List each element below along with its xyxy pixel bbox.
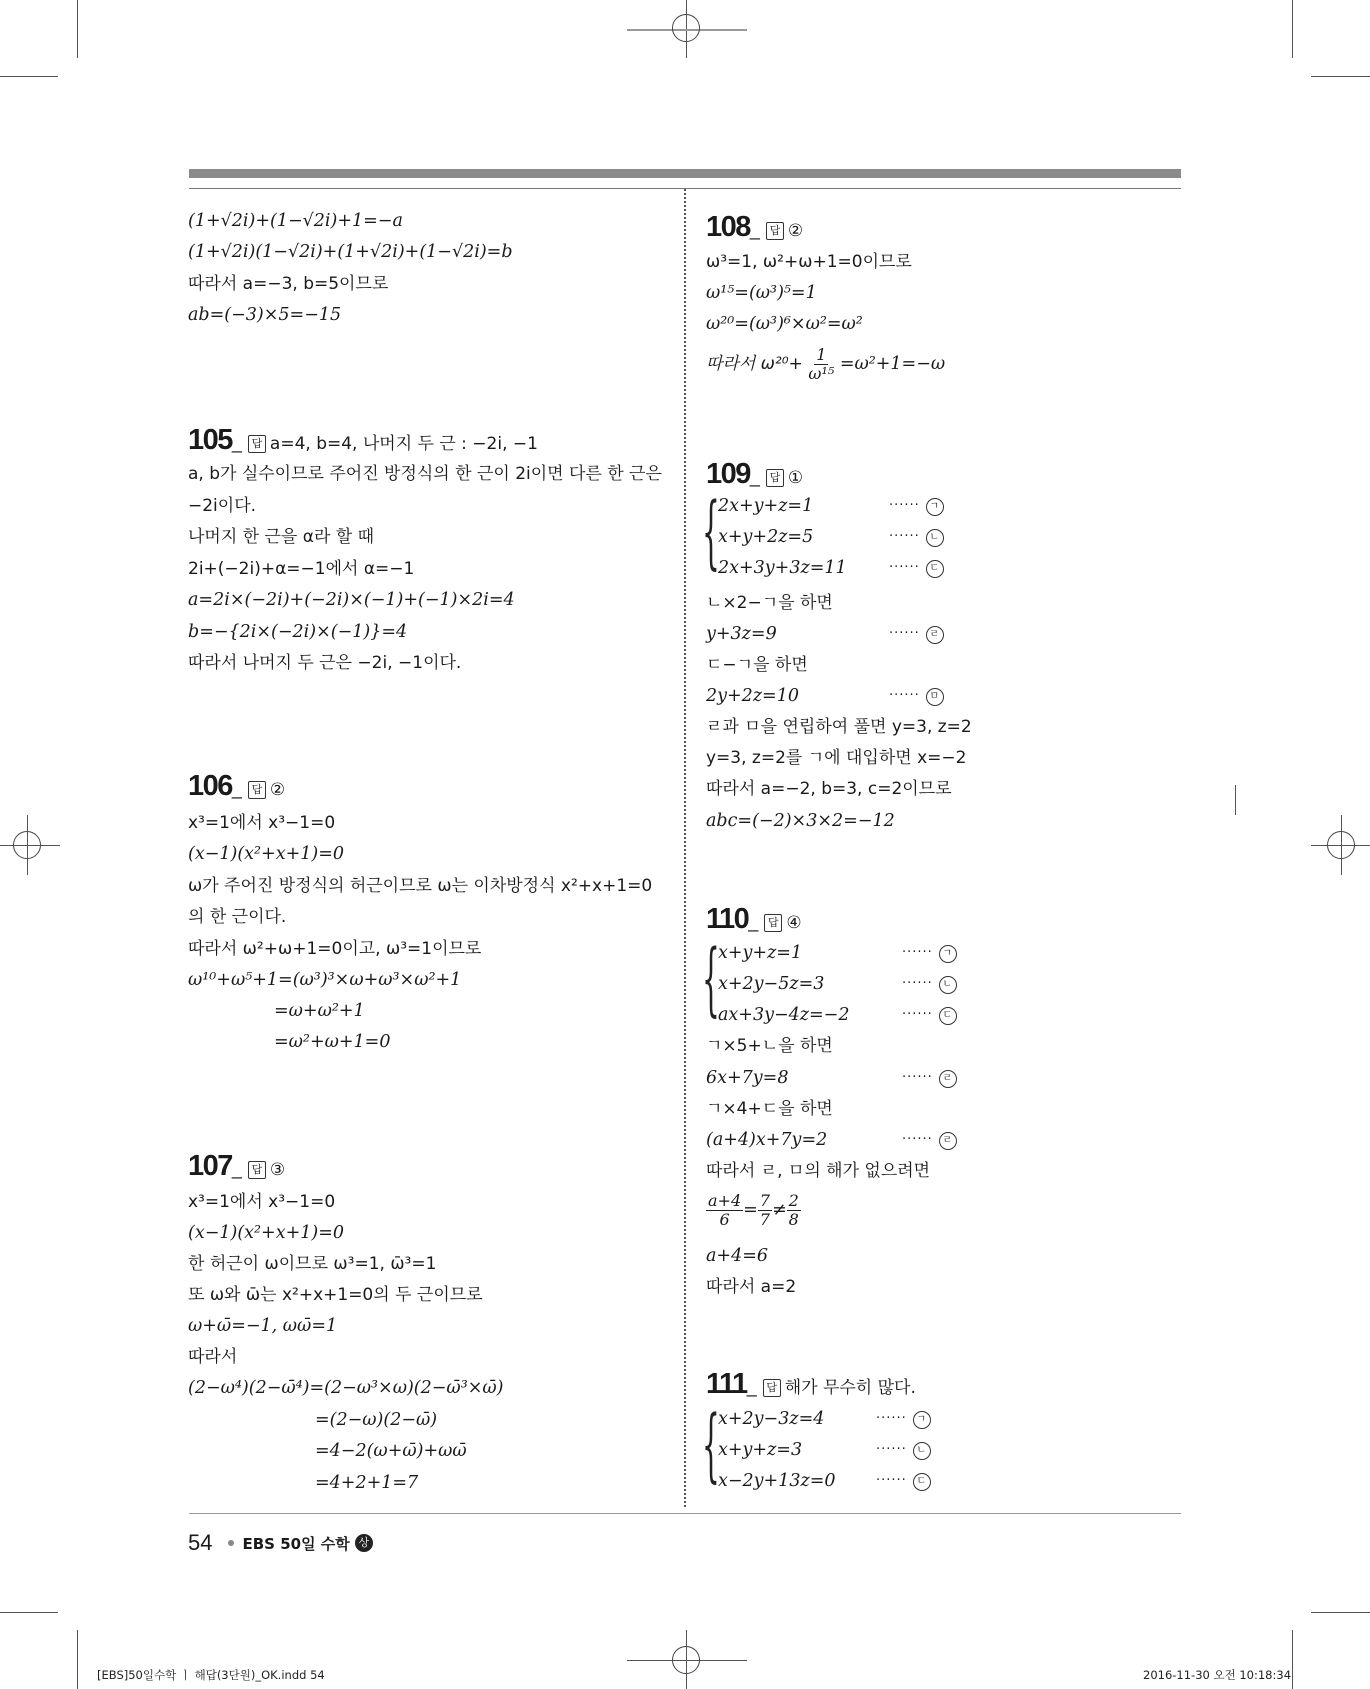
circled-label-icon: ㄴ xyxy=(939,976,957,994)
solution-line: 6x+7y=8 xyxy=(706,1068,789,1088)
system-equation: 2x+y+z=1 xyxy=(718,496,814,516)
solution-line: 따라서 a=−2, b=3, c=2이므로 xyxy=(706,779,952,799)
solution-line: (1+√2i)+(1−√2i)+1=−a xyxy=(188,211,403,231)
answer-text: ② xyxy=(787,221,804,241)
problem-number: 109 xyxy=(706,458,750,490)
solution-line: ㄴ×2−ㄱ을 하면 xyxy=(706,593,833,613)
solution-line: (a+4)x+7y=2 xyxy=(706,1130,828,1150)
left-brace-icon: { xyxy=(702,1398,720,1491)
problem-number: 110 xyxy=(706,903,749,935)
solution-line: ㄱ×5+ㄴ을 하면 xyxy=(706,1036,833,1056)
circled-label-icon: ㄷ xyxy=(939,1007,957,1025)
solution-line: ㄱ×4+ㄷ을 하면 xyxy=(706,1099,833,1119)
solution-line: 또 ω와 ω̄는 x²+x+1=0의 두 근이므로 xyxy=(188,1285,483,1305)
solution-line: ω가 주어진 방정식의 허근이므로 ω는 이차방정식 x²+x+1=0 xyxy=(188,876,653,896)
footer-rule xyxy=(189,1513,1181,1514)
equation-tag: ······ ㅁ xyxy=(889,688,944,706)
underscore: _ xyxy=(749,467,760,487)
circled-label-icon: ㄱ xyxy=(939,945,957,963)
crop-mark xyxy=(77,0,78,58)
solution-line: (x−1)(x²+x+1)=0 xyxy=(188,1223,344,1243)
fraction xyxy=(808,346,834,383)
solution-line: =4+2+1=7 xyxy=(315,1473,419,1493)
fraction xyxy=(787,1192,801,1229)
system-equation: x+y+2z=5 xyxy=(718,527,814,547)
system-equation: x+2y−5z=3 xyxy=(718,974,825,994)
solution-line: ω+ω̄=−1, ωω̄=1 xyxy=(188,1316,338,1336)
problem-number: 111 xyxy=(706,1368,747,1400)
problem-110-header xyxy=(706,903,802,936)
registration-mark-icon xyxy=(672,14,700,42)
solution-line-fraction xyxy=(706,346,945,383)
numerator: 1 xyxy=(816,345,827,364)
circled-label-icon: ㄹ xyxy=(926,626,944,644)
answer-mark-icon: 답 xyxy=(764,914,782,932)
problem-109-header xyxy=(706,458,803,491)
equation-tag: ······ ㄱ xyxy=(902,945,957,963)
solution-line: a=2i×(−2i)+(−2i)×(−1)+(−1)×2i=4 xyxy=(188,590,515,610)
solution-line: =ω+ω²+1 xyxy=(274,1001,365,1021)
solution-line: =4−2(ω+ω̄)+ωω̄ xyxy=(315,1441,467,1461)
solution-line: (x−1)(x²+x+1)=0 xyxy=(188,844,344,864)
solution-line: ω¹⁰+ω⁵+1=(ω³)³×ω+ω³×ω²+1 xyxy=(188,970,462,990)
problem-108-header xyxy=(706,211,803,244)
left-brace-icon: { xyxy=(702,932,720,1025)
text: 따라서 ω²⁰+ xyxy=(706,354,803,374)
solution-line: abc=(−2)×3×2=−12 xyxy=(706,811,895,831)
equation-tag: ······ ㄱ xyxy=(889,498,944,516)
underscore: _ xyxy=(231,433,242,453)
solution-line: (1+√2i)(1−√2i)+(1+√2i)+(1−√2i)=b xyxy=(188,242,513,262)
circled-label-icon: ㄴ xyxy=(913,1442,931,1460)
answer-text: ① xyxy=(787,468,804,488)
circled-label-icon: ㄴ xyxy=(926,529,944,547)
underscore: _ xyxy=(746,1377,757,1397)
answer-mark-icon: 답 xyxy=(766,469,784,487)
circled-label-icon: ㄷ xyxy=(913,1473,931,1491)
solution-line: b=−{2i×(−2i)×(−1)}=4 xyxy=(188,622,408,642)
circled-label-icon: ㄱ xyxy=(913,1411,931,1429)
solution-line: 따라서 ㄹ, ㅁ의 해가 없으려면 xyxy=(706,1161,931,1181)
answer-text: 해가 무수히 많다. xyxy=(784,1378,916,1398)
solution-line: 나머지 한 근을 α라 할 때 xyxy=(188,527,375,547)
solution-line: (2−ω⁴)(2−ω̄⁴)=(2−ω³×ω)(2−ω̄³×ω̄) xyxy=(188,1378,504,1398)
denominator: 7 xyxy=(759,1210,770,1229)
header-bar xyxy=(189,169,1181,178)
answer-mark-icon: 답 xyxy=(766,222,784,240)
solution-line: a+4=6 xyxy=(706,1246,769,1266)
solution-line: 의 한 근이다. xyxy=(188,907,287,927)
equation-tag: ······ ㄱ xyxy=(876,1411,931,1429)
crop-mark xyxy=(1311,76,1370,77)
solution-line: 한 허근이 ω이므로 ω³=1, ω̄³=1 xyxy=(188,1254,437,1274)
answer-text: ④ xyxy=(786,913,802,933)
problem-number: 106 xyxy=(188,770,232,802)
equation-tag: ······ ㄷ xyxy=(902,1007,957,1025)
numerator: a+4 xyxy=(708,1191,742,1210)
answer-mark-icon: 답 xyxy=(248,781,266,799)
crop-mark xyxy=(1292,1630,1293,1689)
solution-line: =ω²+ω+1=0 xyxy=(274,1032,391,1052)
underscore: _ xyxy=(749,220,760,240)
denominator: ω¹⁵ xyxy=(808,364,835,383)
book-title: EBS 50일 수학 xyxy=(242,1534,350,1553)
equation-tag: ······ ㄴ xyxy=(889,529,944,547)
solution-line: ω³=1, ω²+ω+1=0이므로 xyxy=(706,252,912,272)
problem-106-header xyxy=(188,770,285,803)
left-brace-icon: { xyxy=(702,485,720,578)
system-equation: x+y+z=1 xyxy=(718,943,803,963)
solution-line: y+3z=9 xyxy=(706,624,777,644)
answer-text: a=4, b=4, 나머지 두 근 : −2i, −1 xyxy=(269,434,538,454)
solution-line: −2i이다. xyxy=(188,496,257,516)
system-equation: 2x+3y+3z=11 xyxy=(718,558,847,578)
solution-line: 따라서 나머지 두 근은 −2i, −1이다. xyxy=(188,653,462,673)
solution-line: a, b가 실수이므로 주어진 방정식의 한 근이 2i이면 다른 한 근은 xyxy=(188,464,662,484)
registration-mark-icon xyxy=(13,831,41,859)
solution-line: ab=(−3)×5=−15 xyxy=(188,305,342,325)
equation-tag: ······ ㄹ xyxy=(902,1070,957,1088)
solution-line: y=3, z=2를 ㄱ에 대입하면 x=−2 xyxy=(706,748,967,768)
level-badge-icon: 상 xyxy=(355,1534,373,1552)
page-footer xyxy=(188,1530,373,1556)
answer-text: ③ xyxy=(269,1160,286,1180)
solution-line: ㄹ과 ㅁ을 연립하여 풀면 y=3, z=2 xyxy=(706,717,972,737)
registration-mark-icon xyxy=(672,1646,700,1674)
solution-line: ㄷ−ㄱ을 하면 xyxy=(706,655,808,675)
solution-line: ω²⁰=(ω³)⁶×ω²=ω² xyxy=(706,314,863,334)
problem-number: 105 xyxy=(188,424,232,456)
answer-mark-icon: 답 xyxy=(763,1379,781,1397)
circled-label-icon: ㄷ xyxy=(926,560,944,578)
circled-label-icon: ㄱ xyxy=(926,498,944,516)
circled-label-icon: ㅁ xyxy=(926,688,944,706)
solution-line: 2y+2z=10 xyxy=(706,686,799,706)
solution-line: 따라서 a=−3, b=5이므로 xyxy=(188,274,389,294)
underscore: _ xyxy=(231,1159,242,1179)
denominator: 8 xyxy=(788,1210,799,1229)
fraction xyxy=(706,1192,743,1229)
page-number: 54 xyxy=(188,1530,213,1555)
system-equation: x+2y−3z=4 xyxy=(718,1409,825,1429)
equation-tag: ······ ㄷ xyxy=(889,560,944,578)
solution-line: x³=1에서 x³−1=0 xyxy=(188,1192,336,1212)
circled-label-icon: ㄹ xyxy=(939,1132,957,1150)
equation-tag: ······ ㄴ xyxy=(876,1442,931,1460)
solution-line: 따라서 ω²+ω+1=0이고, ω³=1이므로 xyxy=(188,939,482,959)
timestamp-slug: 2016-11-30 오전 10:18:34 xyxy=(1143,1668,1292,1682)
underscore: _ xyxy=(231,779,242,799)
problem-number: 107 xyxy=(188,1150,232,1182)
solution-line: 2i+(−2i)+α=−1에서 α=−1 xyxy=(188,559,415,579)
equation-tag: ······ ㄹ xyxy=(889,626,944,644)
registration-mark-icon xyxy=(1327,831,1355,859)
answer-mark-icon: 답 xyxy=(248,435,266,453)
system-equation: x−2y+13z=0 xyxy=(718,1471,836,1491)
column-divider xyxy=(684,189,686,1507)
problem-105-header xyxy=(188,424,538,457)
equation-tag: ······ ㄹ xyxy=(902,1132,957,1150)
equation-tag: ······ ㄴ xyxy=(902,976,957,994)
crop-mark xyxy=(1311,1612,1370,1613)
equation-tag: ······ ㄷ xyxy=(876,1473,931,1491)
solution-line: =(2−ω)(2−ω̄) xyxy=(315,1410,438,1430)
file-slug: [EBS]50일수학 ㅣ 해답(3단원)_OK.indd 54 xyxy=(97,1668,325,1682)
circled-label-icon: ㄹ xyxy=(939,1070,957,1088)
system-equation: ax+3y−4z=−2 xyxy=(718,1005,850,1025)
solution-line: x³=1에서 x³−1=0 xyxy=(188,813,336,833)
bullet-icon xyxy=(228,1540,234,1546)
underscore: _ xyxy=(748,912,759,932)
fraction xyxy=(758,1192,772,1229)
problem-107-header xyxy=(188,1150,285,1183)
answer-mark-icon: 답 xyxy=(248,1161,266,1179)
problem-number: 108 xyxy=(706,211,750,243)
crop-mark xyxy=(77,1630,78,1689)
system-equation: x+y+z=3 xyxy=(718,1440,803,1460)
problem-111-header xyxy=(706,1368,916,1401)
crop-mark xyxy=(0,1612,58,1613)
solution-line-fraction: $\frac{a+4}{6}$ = $\frac{7}{7}$ ≠ $\frac{2}{8}$ xyxy=(708,1191,799,1229)
crop-mark xyxy=(0,76,58,77)
answer-text: ② xyxy=(269,780,286,800)
denominator: 6 xyxy=(719,1210,730,1229)
numerator: 7 xyxy=(759,1191,770,1210)
crop-mark xyxy=(1292,0,1293,58)
crop-mark xyxy=(1235,785,1236,815)
numerator: 2 xyxy=(788,1191,799,1210)
solution-line: 따라서 xyxy=(188,1347,238,1367)
text: =ω²+1=−ω xyxy=(839,354,946,374)
solution-line: 따라서 a=2 xyxy=(706,1277,797,1297)
solution-line: ω¹⁵=(ω³)⁵=1 xyxy=(706,283,817,303)
